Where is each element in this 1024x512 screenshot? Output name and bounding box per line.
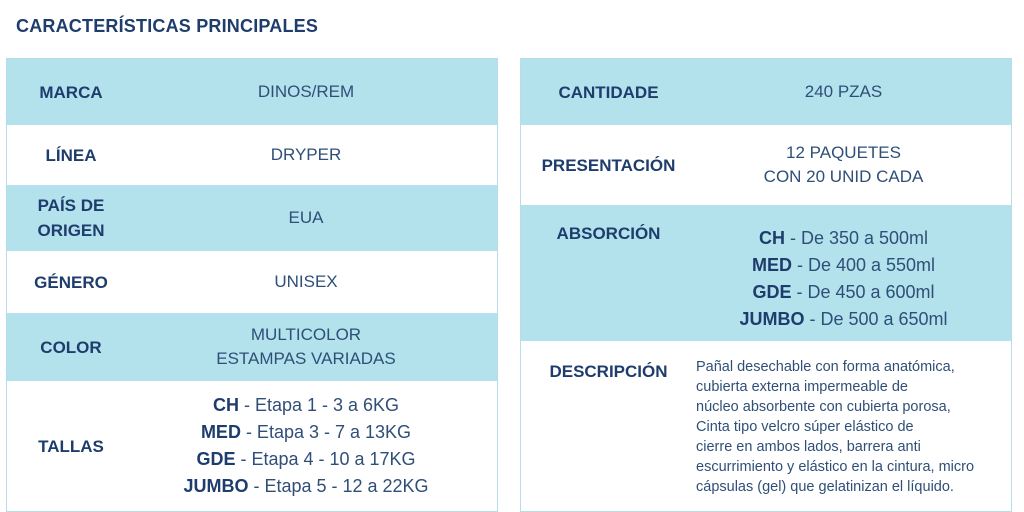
absorption-item: MED - De 400 a 550ml [751, 255, 936, 275]
description-text: Pañal desechable con forma anatómica, cubierta externa impermeable de núcleo absorbente con cubierta porosa, Cinta tipo velcro súper elástico de cierre en ambos lados, barrera anti escurrimiento y elástico en la cintura, micro cápsulas (gel) que gelatinizan el líquido. [696, 359, 975, 495]
presentation-label: PRESENTACIÓN [541, 155, 676, 175]
presentation-value: 12 PAQUETES CON 20 UNID CADA [763, 143, 924, 186]
size-item: JUMBO - Etapa 5 - 12 a 22KG [183, 476, 429, 496]
row-brand [7, 59, 497, 125]
row-line [7, 125, 497, 185]
row-sizes [7, 381, 497, 511]
size-item: CH - Etapa 1 - 3 a 6KG [212, 395, 400, 415]
origin-value: EUA [288, 208, 324, 227]
sizes-label: TALLAS [38, 436, 104, 456]
size-item: MED - Etapa 3 - 7 a 13KG [200, 422, 412, 442]
row-absorption [521, 205, 1011, 341]
sizes-list [135, 392, 497, 500]
line-value: DRYPER [270, 145, 342, 164]
specs-table-left [6, 58, 498, 512]
row-quantity [521, 59, 1011, 125]
gender-value: UNISEX [274, 272, 338, 291]
absorption-list [696, 205, 1011, 333]
size-item: GDE - Etapa 4 - 10 a 17KG [196, 449, 416, 469]
absorption-item: CH - De 350 a 500ml [758, 228, 929, 248]
quantity-label: CANTIDADE [558, 82, 659, 102]
color-label: COLOR [40, 337, 102, 357]
color-value: MULTICOLOR ESTAMPAS VARIADAS [216, 325, 396, 368]
page-title: CARACTERÍSTICAS PRINCIPALES [16, 16, 319, 36]
row-presentation [521, 125, 1011, 205]
row-gender [7, 251, 497, 313]
line-label: LÍNEA [45, 145, 97, 165]
row-origin [7, 185, 497, 251]
brand-value: DINOS/REM [257, 82, 355, 101]
row-color [7, 313, 497, 381]
description-label: DESCRIPCIÓN [549, 362, 668, 381]
brand-label: MARCA [39, 82, 103, 102]
absorption-item: JUMBO - De 500 a 650ml [739, 309, 948, 329]
quantity-value: 240 PZAS [804, 82, 883, 101]
absorption-label: ABSORCIÓN [556, 224, 661, 243]
origin-label: PAÍS DE ORIGEN [37, 196, 105, 240]
gender-label: GÉNERO [34, 272, 108, 292]
specs-table-right [520, 58, 1012, 512]
absorption-item: GDE - De 450 a 600ml [752, 282, 935, 302]
row-description [521, 341, 1011, 511]
